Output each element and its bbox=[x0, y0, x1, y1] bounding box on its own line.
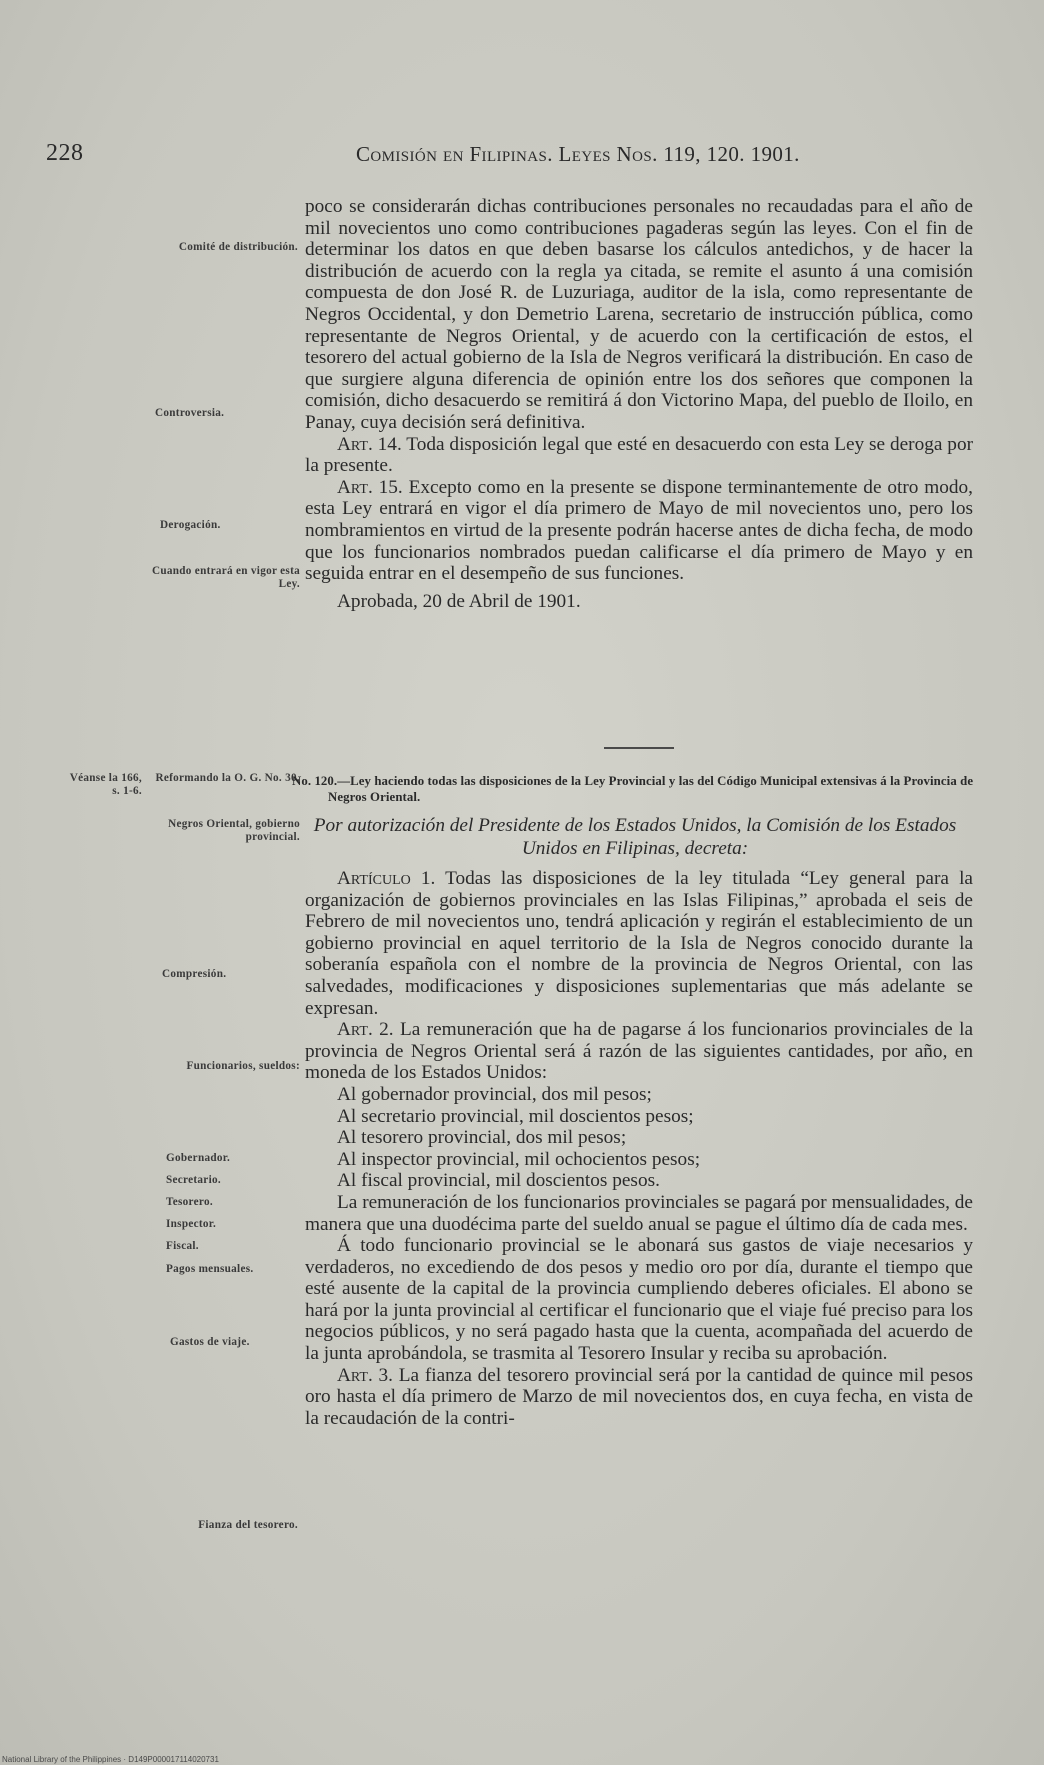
monthly-payments-paragraph: La remuneración de los funcionarios provinciales se pagará por mensualidades, de manera que una duodécima parte del sueldo anual se pague el último día de cada mes. bbox=[305, 1191, 973, 1235]
article-14-label: Art. 14. bbox=[337, 433, 402, 455]
margin-note-secretario: Secretario. bbox=[166, 1174, 221, 1186]
article-1-text: Todas las disposiciones de la ley titulada “Ley general para la organización de gobiernos provinciales en las Islas Filipinas,” aprobada el seis de Febrero de mil novecientos uno, tendrá aplicación y regirán el establecimiento de un gobierno provincial en aquel territorio de la Isla de Negros conocido durante la soberanía española con el nombre de la provincia de Negros Oriental, con las salvedades, modificaciones y disposiciones suplementarias que más adelante se expresan. bbox=[305, 868, 973, 1019]
running-head: Comisión en Filipinas. Leyes Nos. 119, 120. 1901. bbox=[356, 142, 800, 166]
margin-note-inspector: Inspector. bbox=[166, 1218, 217, 1230]
article-3-label: Art. 3. bbox=[337, 1364, 393, 1386]
law-120-title: No. 120.—Ley haciendo todas las disposiciones de la Ley Provincial y las del Código Municipal extensivas á la Provincia de Negros Oriental. bbox=[292, 774, 974, 804]
decree-formula: Por autorización del Presidente de los Estados Unidos, la Comisión de los Estados Unidos en Filipinas, decreta: bbox=[313, 815, 957, 859]
law-119-ending bbox=[305, 196, 973, 612]
article-15 bbox=[305, 477, 973, 585]
margin-note-compresion: Compresión. bbox=[162, 968, 227, 980]
margin-note-pagos: Pagos mensuales. bbox=[166, 1263, 254, 1275]
margin-note-vigor: Cuando entrará en vigor esta Ley. bbox=[151, 565, 300, 590]
scan-footer: National Library of the Philippines · D149P000017114020731 bbox=[2, 1755, 219, 1764]
article-1-label: Artículo 1. bbox=[337, 868, 436, 889]
article-2-label: Art. 2. bbox=[337, 1019, 394, 1041]
page-number: 228 bbox=[46, 140, 84, 166]
list-item: Al tesorero provincial, dos mil pesos; bbox=[337, 1127, 627, 1149]
margin-note-negros: Negros Oriental, gobierno provincial. bbox=[168, 818, 300, 843]
list-item: Al fiscal provincial, mil doscientos pesos. bbox=[337, 1170, 660, 1192]
list-item: Al inspector provincial, mil ochocientos pesos; bbox=[337, 1148, 701, 1170]
approval-date: Aprobada, 20 de Abril de 1901. bbox=[337, 590, 581, 612]
article-3-text: La fianza del tesorero provincial será por la cantidad de quince mil pesos oro hasta el día primero de Marzo de mil novecientos dos, en cuya fecha, en vista de la recaudación de la contri- bbox=[305, 1364, 973, 1429]
salary-list bbox=[305, 1084, 973, 1192]
margin-note-reformando: Reformando la O. G. No. 30. bbox=[155, 772, 300, 784]
article-2-text: La remuneración que ha de pagarse á los funcionarios provinciales de la provincia de Negros Oriental será á razón de las siguientes cantidades, por año, en moneda de los Estados Unidos: bbox=[305, 1019, 974, 1084]
margin-note-funcionarios: Funcionarios, sueldos: bbox=[186, 1060, 300, 1072]
article-14 bbox=[305, 434, 973, 477]
article-1 bbox=[305, 868, 973, 1019]
list-item: Al gobernador provincial, dos mil pesos; bbox=[337, 1083, 652, 1105]
margin-note-fianza: Fianza del tesorero. bbox=[198, 1519, 298, 1531]
margin-note-comite: Comité de distribución. bbox=[178, 241, 298, 253]
margin-note-derogacion: Derogación. bbox=[160, 519, 221, 531]
article-14-text: Toda disposición legal que esté en desacuerdo con esta Ley se deroga por la presente. bbox=[305, 433, 974, 477]
margin-note-tesorero: Tesorero. bbox=[166, 1196, 213, 1208]
margin-note-gobernador: Gobernador. bbox=[166, 1152, 231, 1164]
article-3 bbox=[305, 1365, 973, 1430]
margin-note-fiscal: Fiscal. bbox=[166, 1240, 199, 1252]
article-2 bbox=[305, 1019, 973, 1084]
continuation-paragraph: poco se considerarán dichas contribuciones personales no recaudadas para el año de mil novecientos uno como contribuciones pagaderas según las leyes. Con el fin de determinar los datos en que deben basarse los cálculos antedichos, y de hacer la distribución de acuerdo con la regla ya citada, se remite el asunto á una comisión compuesta de don José R. de Luzuriaga, auditor de la isla, como representante de Negros Occidental, y don Demetrio Larena, secretario de instrucción pública, como representante de Negros Oriental, y de acuerdo con la certificación de estos, el tesorero del actual gobierno de la Isla de Negros verificará la distribución. En caso de que surgiere alguna diferencia de opinión entre los dos señores que componen la comisión, dicho desacuerdo se remitirá á don Victorino Mapa, del pueblo de Iloilo, en Panay, cuya decisión será definitiva. bbox=[305, 196, 973, 433]
page-header bbox=[0, 140, 1044, 170]
article-15-label: Art. 15. bbox=[337, 476, 403, 498]
margin-note-controversia: Controversia. bbox=[155, 407, 225, 419]
article-15-text: Excepto como en la presente se dispone terminantemente de otro modo, esta Ley entrará en vigor el día primero de Mayo de mil novecientos uno, pero los nombramientos en virtud de la presente podrán hacerse antes de dicha fecha, de modo que los funcionarios nombrados puedan calificarse el día primero de Mayo y en seguida entrar en el desempeño de sus funciones. bbox=[305, 476, 973, 585]
law-120-body bbox=[305, 868, 973, 1429]
margin-note-veanse: Véanse la 166, s. 1-6. bbox=[69, 772, 142, 797]
travel-expenses-paragraph: Á todo funcionario provincial se le abonará sus gastos de viaje necesarios y verdaderos, no excediendo de dos pesos y medio oro por día, durante el tiempo que esté ausente de la capital de la provincia cumpliendo deberes oficiales. El abono se hará por la junta provincial al certificar el funcionario que el viaje fué preciso para los negocios públicos, y no será pagado hasta que la cuenta, acompañada del acuerdo de la junta aprobándola, se trasmita al Tesorero Insular y reciba su aprobación. bbox=[305, 1235, 973, 1365]
section-divider bbox=[604, 747, 674, 749]
margin-note-gastos: Gastos de viaje. bbox=[170, 1336, 250, 1348]
list-item: Al secretario provincial, mil doscientos pesos; bbox=[337, 1105, 694, 1127]
